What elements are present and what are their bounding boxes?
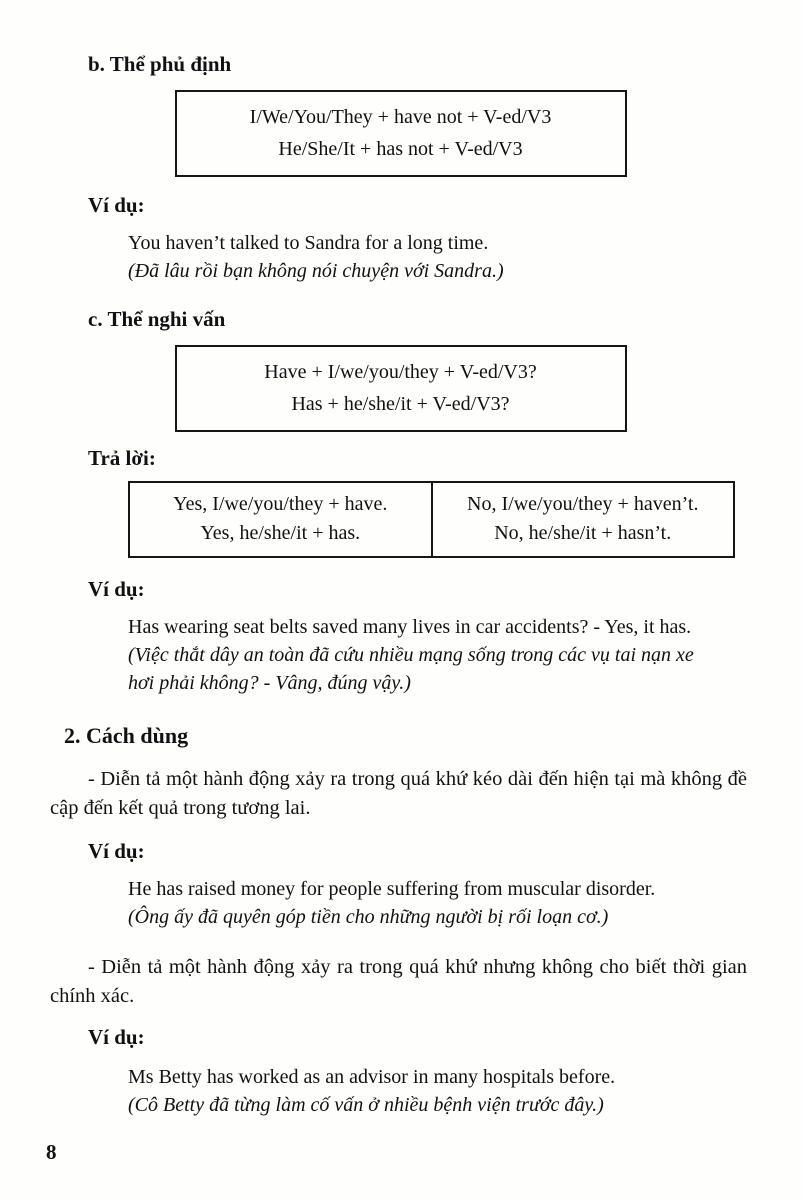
example-vietnamese: (Ông ấy đã quyên góp tiền cho những người bị rối loạn cơ.) — [128, 906, 609, 928]
section-heading-interrogative: c. Thể nghi vấn — [88, 307, 226, 331]
example-vietnamese: (Đã lâu rồi bạn không nói chuyện với Sandra.) — [128, 260, 504, 282]
formula-line: Has + he/she/it + V-ed/V3? — [291, 393, 510, 415]
answers-table — [128, 481, 735, 558]
example-block-1 — [128, 229, 725, 285]
formula-line: Have + I/we/you/they + V-ed/V3? — [264, 361, 537, 383]
usage-paragraph-2: - Diễn tả một hành động xảy ra trong quá khứ nhưng không cho biết thời gian chính xác. — [50, 956, 747, 1007]
example-block-3 — [128, 875, 725, 931]
section-heading-negative: b. Thể phủ định — [88, 52, 232, 76]
formula-line: I/We/You/They + have not + V-ed/V3 — [249, 106, 552, 128]
answer-cell-yes — [130, 483, 431, 556]
example-label: Ví dụ: — [88, 577, 145, 601]
example-vietnamese: (Cô Betty đã từng làm cố vấn ở nhiều bệnh viện trước đây.) — [128, 1094, 604, 1116]
example-vietnamese: (Việc thắt dây an toàn đã cứu nhiều mạng sống trong các vụ tai nạn xe hơi phải không? - Vâng, đúng vậy.) — [128, 644, 694, 694]
example-label: Ví dụ: — [88, 1025, 145, 1049]
answer-line: No, he/she/it + hasn’t. — [494, 522, 672, 544]
page-number: 8 — [46, 1140, 57, 1164]
example-english: You haven’t talked to Sandra for a long time. — [128, 232, 489, 254]
formula-box-negative — [175, 90, 627, 177]
formula-line: He/She/It + has not + V-ed/V3 — [278, 138, 523, 160]
example-english: He has raised money for people suffering from muscular disorder. — [128, 878, 656, 900]
answer-line: Yes, I/we/you/they + have. — [173, 493, 388, 515]
formula-box-interrogative — [175, 345, 627, 432]
answer-label: Trả lời: — [88, 446, 156, 470]
answer-line: No, I/we/you/they + haven’t. — [467, 493, 699, 515]
answer-cell-no — [431, 483, 734, 556]
example-english: Has wearing seat belts saved many lives in car accidents? - Yes, it has. — [128, 616, 692, 638]
example-block-2 — [128, 613, 725, 697]
example-block-4 — [128, 1063, 725, 1119]
example-label: Ví dụ: — [88, 839, 145, 863]
usage-paragraph-1: - Diễn tả một hành động xảy ra trong quá khứ kéo dài đến hiện tại mà không đề cập đến kết quả trong tương lai. — [50, 768, 747, 819]
answer-line: Yes, he/she/it + has. — [200, 522, 361, 544]
example-english: Ms Betty has worked as an advisor in many hospitals before. — [128, 1066, 616, 1088]
section-heading-usage: 2. Cách dùng — [64, 723, 189, 748]
example-label: Ví dụ: — [88, 193, 145, 217]
